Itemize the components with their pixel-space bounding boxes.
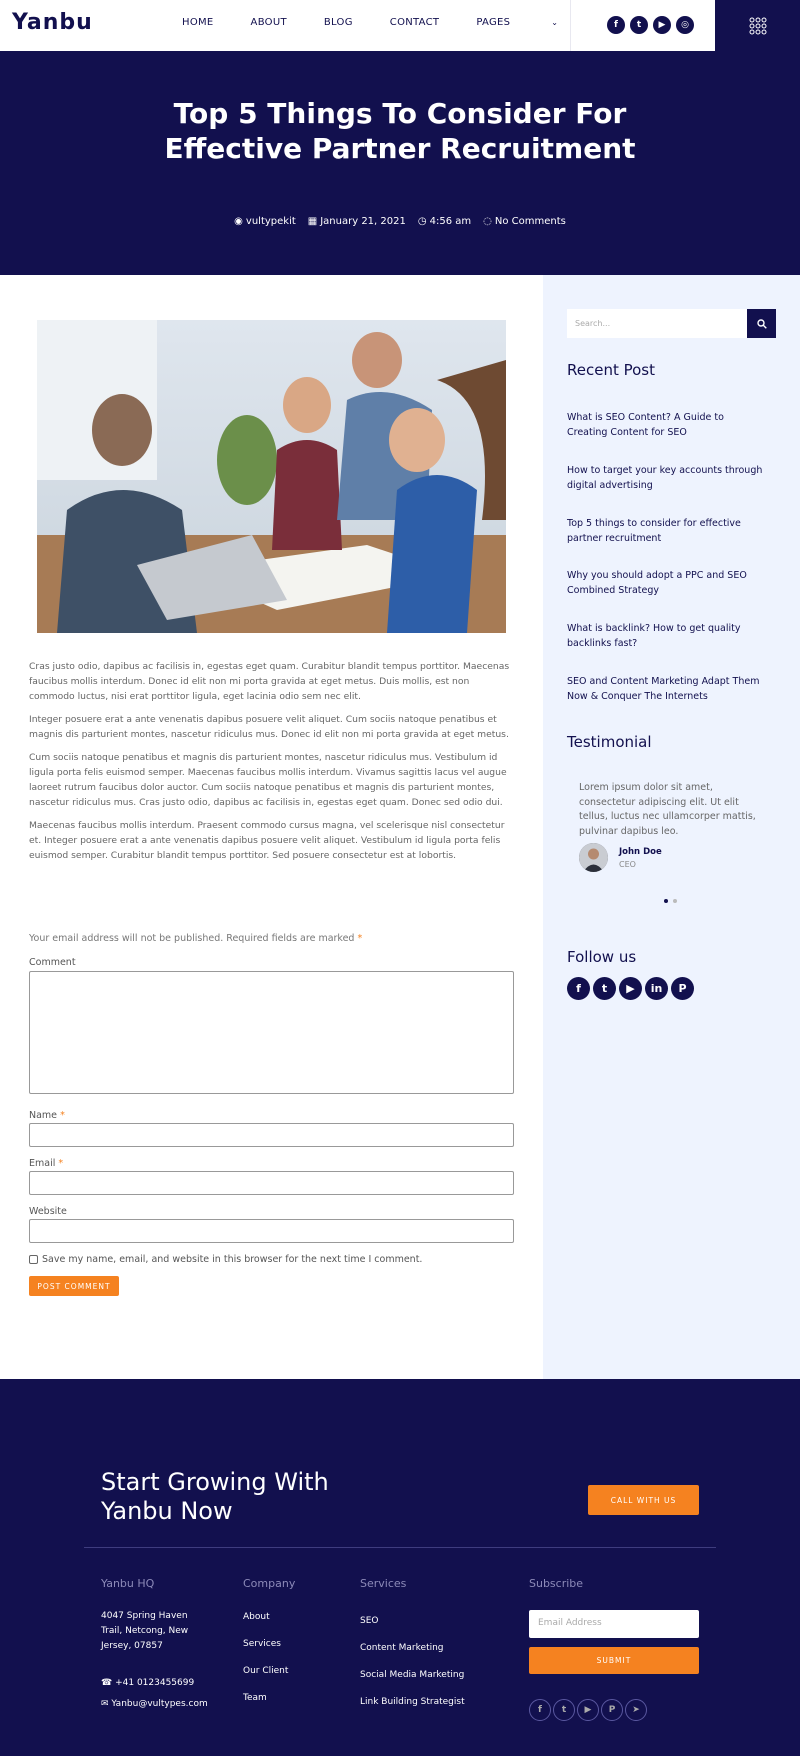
follow-heading: Follow us	[567, 948, 637, 966]
website-label: Website	[29, 1206, 67, 1217]
testimonial-text: Lorem ipsum dolor sit amet, consectetur adipiscing elit. Ut elit tellus, luctus nec ullamcorper mattis, pulvinar dapibus leo.	[579, 782, 756, 837]
chevron-down-icon: ⌄	[551, 18, 559, 27]
recent-post-heading: Recent Post	[567, 361, 655, 379]
website-field[interactable]	[29, 1219, 514, 1243]
comment-note-text: Your email address will not be published. Required fields are marked	[29, 933, 355, 944]
nav-home[interactable]: HOME	[182, 17, 214, 28]
subscribe-submit-button[interactable]: SUBMIT	[529, 1647, 699, 1674]
footer-divider	[84, 1547, 716, 1548]
footer-link-social-media[interactable]: Social Media Marketing	[360, 1670, 465, 1680]
hq-phone[interactable]	[101, 1676, 194, 1691]
youtube-icon[interactable]: ▶	[619, 977, 642, 1000]
recent-post-link[interactable]: How to target your key accounts through digital advertising	[567, 465, 763, 491]
post-title: Top 5 Things To Consider For Effective Partner Recruitment	[164, 97, 636, 165]
recent-post-link[interactable]: SEO and Content Marketing Adapt Them Now & Conquer The Internets	[567, 676, 760, 702]
hq-address: 4047 Spring Haven Trail, Netcong, New Jersey, 07857	[101, 1611, 189, 1651]
carousel-dot[interactable]	[673, 899, 677, 903]
testimonial-name: John Doe	[619, 847, 662, 857]
services-heading: Services	[360, 1577, 407, 1590]
nav-pages-label: PAGES	[476, 17, 511, 28]
testimonial-heading: Testimonial	[567, 733, 652, 751]
meta-comments[interactable]	[483, 216, 566, 227]
required-mark: *	[58, 1158, 64, 1169]
facebook-icon[interactable]: f	[607, 16, 625, 34]
save-info-label: Save my name, email, and website in this browser for the next time I comment.	[42, 1254, 423, 1265]
footer-cta	[101, 1468, 329, 1526]
post-date: January 21, 2021	[320, 216, 406, 227]
post-content	[29, 659, 513, 871]
recent-post-link[interactable]: Why you should adopt a PPC and SEO Combined Strategy	[567, 570, 747, 596]
post-paragraph: Maecenas faucibus mollis interdum. Praesent commodo cursus magna, vel scelerisque nisl consectetur et. Integer posuere erat a ante venenatis dapibus posuere velit aliquet. Vestibulum id ligula porta felis euismod semper. Curabitur blandit tempus porttitor. Sed posuere consectetur est at lobortis.	[29, 820, 505, 861]
comment-note	[29, 933, 362, 944]
phone-icon: ☎	[101, 1678, 113, 1688]
user-icon: ◉	[234, 216, 243, 227]
phone-number: +41 0123455699	[115, 1678, 195, 1688]
footer-social	[529, 1699, 647, 1721]
pinterest-icon[interactable]: P	[601, 1699, 623, 1721]
twitter-icon[interactable]: t	[553, 1699, 575, 1721]
post-time: 4:56 am	[429, 216, 472, 227]
call-with-us-button[interactable]: CALL WITH US	[588, 1485, 699, 1515]
header-divider	[570, 0, 571, 51]
carousel-dot[interactable]	[664, 899, 668, 903]
company-heading: Company	[243, 1577, 296, 1590]
subscribe-email-input[interactable]: Email Address	[529, 1610, 699, 1638]
avatar	[579, 843, 608, 872]
nav-about[interactable]: ABOUT	[250, 17, 287, 28]
nav-contact[interactable]: CONTACT	[389, 17, 440, 28]
footer-link-link-building[interactable]: Link Building Strategist	[360, 1697, 465, 1707]
search-icon	[757, 319, 767, 329]
required-mark: *	[357, 933, 363, 944]
pinterest-icon[interactable]: P	[671, 977, 694, 1000]
post-hero	[0, 51, 800, 275]
follow-social	[567, 977, 694, 1000]
comments-count: No Comments	[494, 216, 566, 227]
search-button[interactable]	[747, 309, 776, 338]
telegram-icon[interactable]: ➤	[625, 1699, 647, 1721]
footer-link-services[interactable]: Services	[243, 1639, 281, 1649]
footer-link-seo[interactable]: SEO	[360, 1616, 379, 1626]
instagram-icon[interactable]: ◎	[676, 16, 694, 34]
twitter-icon[interactable]: t	[630, 16, 648, 34]
meta-time	[418, 216, 471, 227]
comment-icon: ◌	[483, 216, 492, 227]
facebook-icon[interactable]: f	[529, 1699, 551, 1721]
hq-heading: Yanbu HQ	[101, 1577, 155, 1590]
cta-line-2: Yanbu Now	[101, 1497, 233, 1525]
meta-date[interactable]	[308, 216, 406, 227]
name-label-text: Name	[29, 1110, 58, 1121]
mail-icon: ✉	[101, 1699, 109, 1709]
recent-post-link[interactable]: What is SEO Content? A Guide to Creating Content for SEO	[567, 412, 724, 438]
testimonial-role: CEO	[619, 860, 636, 869]
comment-label: Comment	[29, 957, 76, 968]
post-comment-button[interactable]: POST COMMENT	[29, 1276, 119, 1296]
clock-icon: ◷	[417, 216, 427, 227]
save-info-checkbox[interactable]	[29, 1255, 38, 1264]
email-label	[29, 1158, 63, 1169]
email-field[interactable]	[29, 1171, 514, 1195]
nav-pages[interactable]	[476, 17, 595, 28]
post-paragraph: Cras justo odio, dapibus ac facilisis in, egestas eget quam. Curabitur blandit tempus porttitor. Maecenas faucibus mollis interdum. Donec id elit non mi porta gravida at eget metus. Duis mollis, est non commodo luctus, nisi erat porttitor ligula, eget lacinia odio sem nec elit.	[29, 661, 510, 702]
email-label-text: Email	[29, 1158, 56, 1169]
post-paragraph: Cum sociis natoque penatibus et magnis dis parturient montes, nascetur ridiculus mus. Vestibulum id ligula porta felis euismod semper. Maecenas faucibus mollis interdum. Vivamus sagittis lacus vel augue laoreet rutrum faucibus dolor auctor. Cum sociis natoque penatibus et magnis dis parturient montes, nascetur ridiculus mus. Cras justo odio, dapibus ac facilisis in, egestas eget quam. Donec sed odio dui.	[29, 752, 507, 808]
grid-icon	[749, 17, 767, 35]
author-name: vultypekit	[245, 216, 296, 227]
comment-textarea[interactable]	[29, 971, 514, 1094]
cta-line-1: Start Growing With	[101, 1468, 329, 1496]
footer-link-content-marketing[interactable]: Content Marketing	[360, 1643, 444, 1653]
header-social	[607, 16, 694, 34]
nav-blog[interactable]: BLOG	[323, 17, 353, 28]
youtube-icon[interactable]: ▶	[653, 16, 671, 34]
subscribe-heading: Subscribe	[529, 1577, 584, 1590]
footer-link-team[interactable]: Team	[243, 1693, 267, 1703]
post-featured-image	[37, 320, 506, 633]
save-info-row	[29, 1254, 422, 1265]
twitter-icon[interactable]: t	[593, 977, 616, 1000]
menu-grid-button[interactable]	[715, 0, 800, 51]
carousel-dots	[664, 899, 677, 903]
footer-link-about[interactable]: About	[243, 1612, 270, 1622]
site-logo[interactable]: Yanbu	[12, 10, 93, 35]
name-label	[29, 1110, 65, 1121]
main-nav	[182, 17, 632, 28]
site-header	[0, 0, 800, 51]
sidebar-search-input[interactable]: Search...	[567, 309, 747, 338]
recent-post-link[interactable]: What is backlink? How to get quality backlinks fast?	[567, 623, 741, 649]
email-address: Yanbu@vultypes.com	[111, 1699, 208, 1709]
site-footer	[0, 1379, 800, 1756]
youtube-icon[interactable]: ▶	[577, 1699, 599, 1721]
post-paragraph: Integer posuere erat a ante venenatis dapibus posuere velit aliquet. Cum sociis natoque penatibus et magnis dis parturient montes, nascetur ridiculus mus. Donec id elit non mi porta gravida at eget metus.	[29, 714, 509, 740]
recent-post-link[interactable]: Top 5 things to consider for effective partner recruitment	[567, 518, 741, 544]
name-field[interactable]	[29, 1123, 514, 1147]
calendar-icon: ▦	[307, 216, 318, 227]
required-mark: *	[60, 1110, 65, 1121]
hq-email[interactable]	[101, 1697, 208, 1712]
meta-author[interactable]	[234, 216, 296, 227]
footer-link-our-client[interactable]: Our Client	[243, 1666, 289, 1676]
facebook-icon[interactable]: f	[567, 977, 590, 1000]
post-meta	[0, 216, 800, 227]
linkedin-icon[interactable]: in	[645, 977, 668, 1000]
